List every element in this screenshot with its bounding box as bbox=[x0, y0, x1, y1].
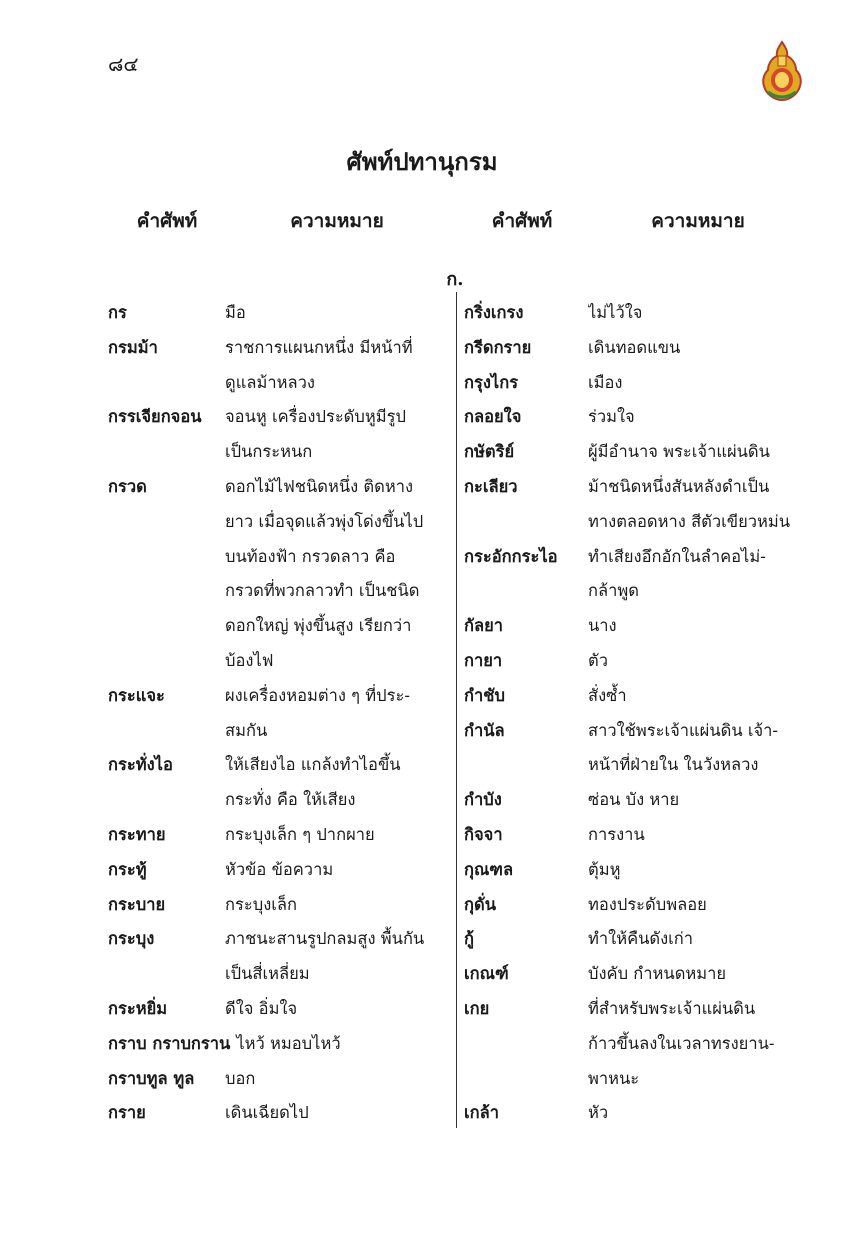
meaning-line: สมกัน bbox=[225, 720, 268, 740]
entry-meaning bbox=[225, 679, 453, 749]
meaning-line: ดูแลม้าหลวง bbox=[225, 372, 315, 392]
entry-meaning bbox=[588, 366, 816, 401]
meaning-line: หัวข้อ ข้อความ bbox=[225, 859, 334, 879]
entry-meaning bbox=[225, 853, 453, 888]
glossary-entry bbox=[464, 540, 816, 610]
meaning-line: กรวดที่พวกลาวทำ เป็นชนิด bbox=[225, 581, 420, 601]
meaning-line: หัว bbox=[588, 1103, 609, 1123]
royal-crest-icon bbox=[758, 40, 806, 102]
glossary-entry bbox=[464, 609, 816, 644]
entry-word: กระทู้ bbox=[108, 859, 147, 879]
entry-meaning bbox=[225, 1096, 453, 1131]
entry-meaning bbox=[588, 540, 816, 610]
glossary-entry bbox=[464, 679, 816, 714]
glossary-entry bbox=[464, 400, 816, 435]
entry-meaning bbox=[225, 748, 453, 818]
entry-word: กรีดกราย bbox=[464, 337, 532, 357]
glossary-entry bbox=[464, 331, 816, 366]
meaning-line: นาง bbox=[588, 616, 617, 636]
entry-meaning bbox=[225, 818, 453, 853]
meaning-line: บอก bbox=[225, 1068, 256, 1088]
entry-meaning bbox=[588, 470, 816, 540]
entry-word: กรรเจียกจอน bbox=[108, 407, 202, 427]
entry-meaning bbox=[225, 470, 453, 679]
entry-word: กรมม้า bbox=[108, 337, 158, 357]
entry-word: กระทาย bbox=[108, 824, 166, 844]
meaning-line: ยาว เมื่อจุดแล้วพุ่งโด่งขึ้นไป bbox=[225, 511, 424, 531]
entry-meaning bbox=[225, 922, 453, 992]
header-word-right: คำศัพท์ bbox=[491, 210, 553, 232]
glossary-entry bbox=[464, 366, 816, 401]
glossary-entry bbox=[108, 470, 453, 679]
meaning-line: ไม่ไว้ใจ bbox=[588, 303, 643, 322]
meaning-line: กระทั่ง คือ ให้เสียง bbox=[225, 790, 356, 810]
entry-word: กราย bbox=[108, 1103, 146, 1123]
entry-meaning bbox=[588, 400, 816, 435]
entry-word: เกล้า bbox=[464, 1103, 500, 1123]
left-column bbox=[108, 296, 453, 1131]
entry-word: กุดั่น bbox=[464, 894, 496, 914]
entry-word: กุณฑล bbox=[464, 859, 514, 879]
meaning-line: ซ่อน บัง หาย bbox=[588, 790, 680, 810]
entry-word: กรุงไกร bbox=[464, 372, 519, 392]
entry-word: กายา bbox=[464, 650, 503, 670]
glossary-entry bbox=[464, 714, 816, 784]
entry-meaning bbox=[225, 888, 453, 923]
entry-meaning bbox=[225, 1062, 453, 1097]
entry-meaning bbox=[588, 992, 816, 1096]
meaning-line: ดอกไม้ไฟชนิดหนึ่ง ติดหาง bbox=[225, 476, 414, 496]
glossary-entry bbox=[108, 818, 453, 853]
entry-meaning bbox=[588, 888, 816, 923]
glossary-entry bbox=[108, 1096, 453, 1131]
glossary-entry bbox=[464, 853, 816, 888]
glossary-entry bbox=[464, 888, 816, 923]
entry-word: กลอยใจ bbox=[464, 407, 522, 427]
glossary-entry bbox=[108, 922, 453, 992]
meaning-line: ม้าชนิดหนึ่งสันหลังดำเป็น bbox=[588, 476, 770, 496]
meaning-line: ราชการแผนกหนึ่ง มีหน้าที่ bbox=[225, 337, 413, 357]
entry-meaning bbox=[588, 609, 816, 644]
meaning-line: เดินเฉียดไป bbox=[225, 1103, 309, 1123]
meaning-line: ดอกใหญ่ พุ่งขึ้นสูง เรียกว่า bbox=[225, 616, 412, 636]
meaning-line: ที่สำหรับพระเจ้าแผ่นดิน bbox=[588, 998, 756, 1018]
glossary-entry bbox=[464, 1096, 816, 1131]
entry-word: กระหยิ่ม bbox=[108, 998, 168, 1018]
meaning-line: เดินทอดแขน bbox=[588, 337, 681, 357]
meaning-line: บนท้องฟ้า กรวดลาว คือ bbox=[225, 546, 396, 566]
meaning-line: กระบุงเล็ก bbox=[225, 894, 297, 914]
entry-meaning bbox=[588, 679, 816, 714]
entry-meaning bbox=[588, 853, 816, 888]
entry-word: กำบัง bbox=[464, 790, 502, 810]
meaning-line: ก้าวขึ้นลงในเวลาทรงยาน- bbox=[588, 1033, 775, 1053]
meaning-line: บ้องไฟ bbox=[225, 650, 274, 670]
meaning-line: กระบุงเล็ก ๆ ปากผาย bbox=[225, 824, 375, 844]
entry-meaning bbox=[588, 783, 816, 818]
meaning-line: มือ bbox=[225, 303, 246, 322]
entry-meaning bbox=[588, 644, 816, 679]
entry-word: เกณฑ์ bbox=[464, 964, 509, 984]
meaning-line: ทางตลอดหาง สีตัวเขียวหม่น bbox=[588, 511, 791, 531]
entry-word: เกย bbox=[464, 998, 490, 1018]
meaning-line: ภาชนะสานรูปกลมสูง พื้นกัน bbox=[225, 929, 425, 949]
entry-word: กราบทูล ทูล bbox=[108, 1068, 195, 1088]
entry-word: กระบุง bbox=[108, 929, 155, 949]
entry-word: กระทั่งไอ bbox=[108, 755, 173, 775]
entry-word: กษัตริย์ bbox=[464, 442, 515, 462]
meaning-line: ตุ้มหู bbox=[588, 859, 621, 879]
glossary-entry bbox=[464, 818, 816, 853]
header-meaning-right: ความหมาย bbox=[651, 210, 745, 232]
meaning-line: เป็นสี่เหลี่ยม bbox=[225, 964, 310, 984]
entry-word: กัลยา bbox=[464, 616, 504, 636]
meaning-line: ผู้มีอำนาจ พระเจ้าแผ่นดิน bbox=[588, 442, 770, 462]
entry-meaning bbox=[588, 714, 816, 784]
entry-word: กำนัล bbox=[464, 720, 505, 740]
entry-word: กร bbox=[108, 303, 127, 322]
entry-meaning bbox=[225, 992, 453, 1027]
glossary-entry bbox=[108, 888, 453, 923]
meaning-line: บังคับ กำหนดหมาย bbox=[588, 964, 727, 984]
meaning-line: พาหนะ bbox=[588, 1068, 640, 1088]
entry-word: กำชับ bbox=[464, 685, 505, 705]
glossary-entry bbox=[464, 783, 816, 818]
glossary-entry bbox=[464, 957, 816, 992]
header-meaning-left: ความหมาย bbox=[290, 210, 384, 232]
meaning-line: จอนหู เครื่องประดับหูมีรูป bbox=[225, 407, 406, 427]
entry-word: กริ่งเกรง bbox=[464, 303, 524, 322]
meaning-line: ทองประดับพลอย bbox=[588, 894, 707, 914]
meaning-line: สาวใช้พระเจ้าแผ่นดิน เจ้า- bbox=[588, 720, 778, 740]
entry-meaning bbox=[588, 331, 816, 366]
entry-word: กระแจะ bbox=[108, 685, 165, 705]
entry-word: กะเลียว bbox=[464, 476, 518, 496]
glossary-entry bbox=[464, 435, 816, 470]
glossary-entry bbox=[108, 748, 453, 818]
glossary-entry bbox=[464, 922, 816, 957]
meaning-line: ผงเครื่องหอมต่าง ๆ ที่ประ- bbox=[225, 685, 410, 705]
entry-meaning bbox=[225, 296, 453, 331]
page-number: ๘๔ bbox=[108, 52, 139, 76]
right-column bbox=[464, 296, 816, 1131]
entry-meaning bbox=[588, 1096, 816, 1131]
entry-meaning bbox=[588, 296, 816, 331]
glossary-entry bbox=[108, 331, 453, 401]
glossary-entry bbox=[464, 470, 816, 540]
entry-meaning bbox=[588, 957, 816, 992]
meaning-line: ร่วมใจ bbox=[588, 407, 635, 427]
entry-word: กรวด bbox=[108, 476, 147, 496]
glossary-entry bbox=[108, 1062, 453, 1097]
entry-word: กระบาย bbox=[108, 894, 166, 914]
glossary-entry bbox=[108, 400, 453, 470]
entry-word: กู้ bbox=[464, 929, 474, 949]
glossary-entry bbox=[464, 644, 816, 679]
glossary-entry bbox=[108, 679, 453, 749]
entry-meaning bbox=[588, 435, 816, 470]
entry-meaning bbox=[588, 922, 816, 957]
meaning-line: ตัว bbox=[588, 650, 608, 670]
meaning-line: ทำให้คืนดังเก่า bbox=[588, 929, 694, 949]
meaning-line: ทำเสียงอึกอักในลำคอไม่- bbox=[588, 546, 766, 566]
meaning-line: สั่งซ้ำ bbox=[588, 685, 627, 705]
meaning-line: การงาน bbox=[588, 824, 645, 844]
meaning-line: ดีใจ อิ่มใจ bbox=[225, 998, 298, 1018]
section-letter: ก. bbox=[446, 269, 464, 290]
glossary-entry bbox=[464, 992, 816, 1096]
meaning-line: หน้าที่ฝ่ายใน ในวังหลวง bbox=[588, 755, 759, 775]
entry-word: กราบ กราบกราน bbox=[108, 1033, 231, 1053]
glossary-entry bbox=[108, 853, 453, 888]
glossary-entry bbox=[108, 992, 453, 1027]
meaning-line: ให้เสียงไอ แกล้งทำไอขึ้น bbox=[225, 755, 401, 775]
glossary-entry bbox=[108, 296, 453, 331]
meaning-line: เมือง bbox=[588, 372, 623, 392]
glossary-entry bbox=[464, 296, 816, 331]
column-divider bbox=[456, 292, 457, 1128]
header-word-left: คำศัพท์ bbox=[136, 210, 198, 232]
entry-meaning bbox=[225, 400, 453, 470]
meaning-line: เป็นกระหนก bbox=[225, 442, 313, 462]
entry-meaning: ไหว้ หมอบไหว้ bbox=[236, 1033, 341, 1053]
entry-meaning bbox=[588, 818, 816, 853]
entry-word: กิจจา bbox=[464, 824, 503, 844]
page-title: ศัพท์ปทานุกรม bbox=[346, 147, 498, 176]
entry-meaning bbox=[225, 331, 453, 401]
meaning-line: กล้าพูด bbox=[588, 581, 639, 601]
glossary-entry bbox=[108, 1027, 453, 1062]
entry-word: กระอักกระไอ bbox=[464, 546, 558, 566]
